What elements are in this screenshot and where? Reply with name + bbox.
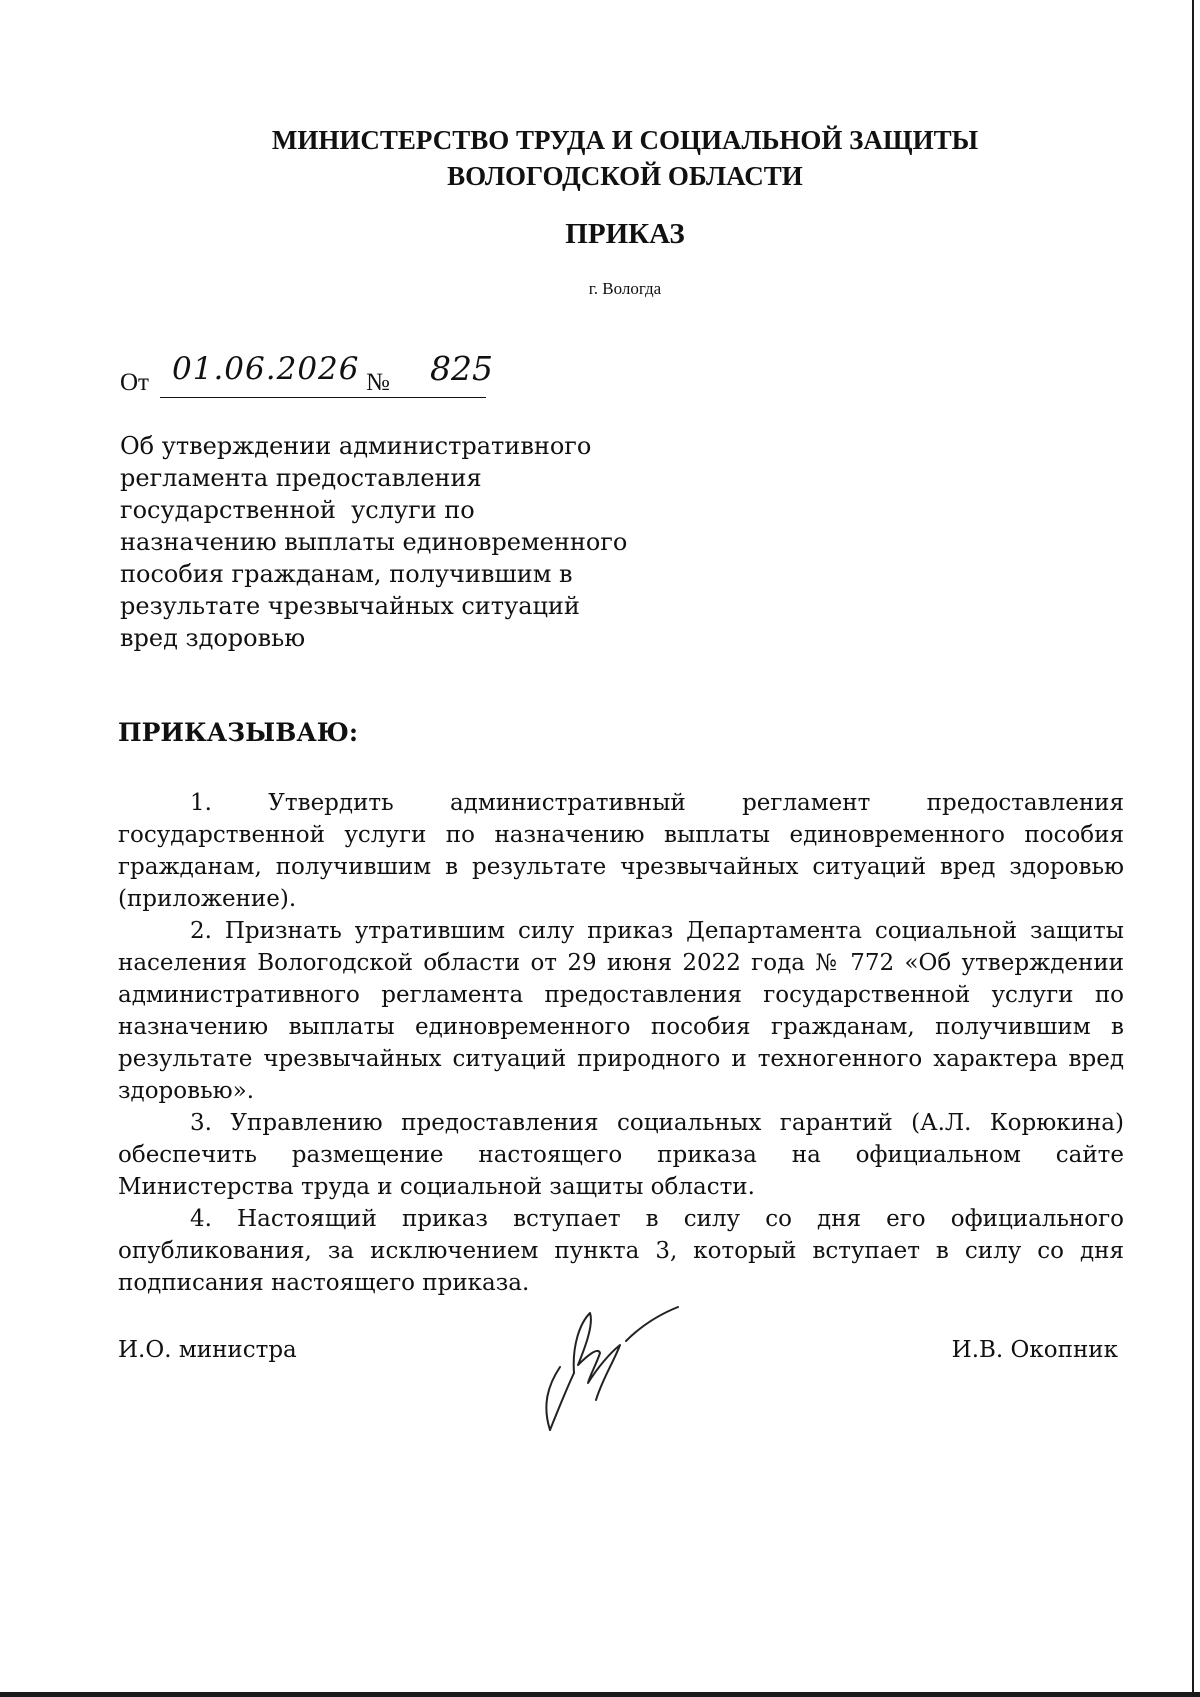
order-body <box>118 787 1124 1299</box>
order-paragraph-2: 2. Признать утратившим силу приказ Департамента социальной защиты населения Вологодской области от 29 июня 2022 года № 772 «Об утверждении административного регламента предоставления государственной услуги по назначению выплаты единовременного пособия гражданам, получившим в результате чрезвычайных ситуаций природного и техногенного характера вред здоровью». <box>118 918 1124 1104</box>
handwritten-signature <box>540 1305 700 1435</box>
order-paragraph-1: 1. Утвердить административный регламент предоставления государственной услуги по назначению выплаты единовременного пособия гражданам, получившим в результате чрезвычайных ситуаций вред здоровью (приложение). <box>118 790 1124 912</box>
subject-line: результате чрезвычайных ситуаций <box>120 592 580 620</box>
subject-line: Об утверждении административного <box>120 432 592 460</box>
scan-edge-right <box>1192 0 1194 1697</box>
document-subject <box>120 430 680 654</box>
subject-line: регламента предоставления <box>120 464 482 492</box>
ministry-header-line-1: МИНИСТЕРСТВО ТРУДА И СОЦИАЛЬНОЙ ЗАЩИТЫ <box>271 125 979 155</box>
number-label: № <box>366 369 390 396</box>
document-title: ПРИКАЗ <box>565 218 685 250</box>
handwritten-number: 825 <box>430 349 493 388</box>
order-paragraph-3: 3. Управлению предоставления социальных гарантий (А.Л. Корюкина) обеспечить размещение настоящего приказа на официальном сайте Министерства труда и социальной защиты области. <box>118 1110 1124 1200</box>
ministry-header <box>0 122 1200 194</box>
subject-line: назначению выплаты единовременного <box>120 528 628 556</box>
date-number-line <box>120 349 620 403</box>
orders-heading: ПРИКАЗЫВАЮ: <box>118 718 359 747</box>
number-underline <box>402 397 486 398</box>
subject-line: вред здоровью <box>120 624 306 652</box>
document-city: г. Вологда <box>588 279 662 298</box>
signatory-position: И.О. министра <box>118 1337 297 1363</box>
scan-edge-bottom <box>0 1692 1200 1697</box>
handwritten-date: 01.06.2026 <box>172 351 360 387</box>
subject-line: государственной услуги по <box>120 496 475 524</box>
subject-line: пособия гражданам, получившим в <box>120 560 573 588</box>
order-paragraph-4: 4. Настоящий приказ вступает в силу со дня его официального опубликования, за исключением пункта 3, который вступает в силу со дня подписания настоящего приказа. <box>118 1206 1124 1296</box>
ministry-header-line-2: ВОЛОГОДСКОЙ ОБЛАСТИ <box>447 161 803 191</box>
date-from-label: От <box>120 369 149 396</box>
signatory-name: И.В. Окопник <box>951 1337 1118 1363</box>
